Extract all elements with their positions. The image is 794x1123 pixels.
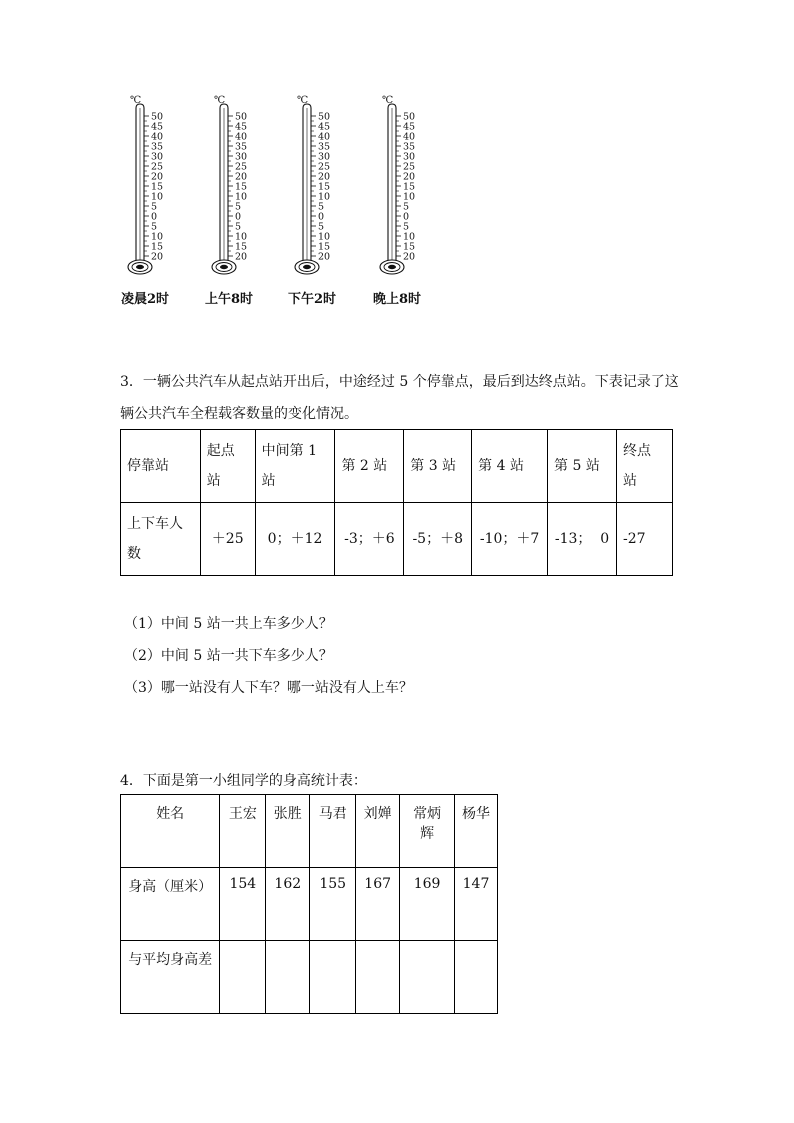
scale-label: 20 bbox=[403, 171, 416, 183]
scale-label: 0 bbox=[235, 211, 242, 223]
scale-label: 5 bbox=[403, 201, 410, 213]
table-cell: 162 bbox=[266, 868, 310, 941]
table-cell: -27 bbox=[617, 503, 673, 576]
thermometer-label: 凌晨2时 bbox=[120, 292, 170, 307]
scale-label: 15 bbox=[151, 181, 164, 193]
thermometer-2 bbox=[194, 92, 284, 310]
scale-label: 15 bbox=[403, 181, 416, 193]
table-cell: 停靠站 bbox=[121, 430, 201, 503]
table-cell: 与平均身高差 bbox=[121, 941, 220, 1014]
cell-text: 上下车人 数 bbox=[127, 516, 183, 562]
scale-label: 10 bbox=[403, 231, 416, 243]
table-cell: 张胜 bbox=[266, 795, 310, 868]
scale-label: 20 bbox=[318, 171, 331, 183]
scale-label: 10 bbox=[235, 231, 248, 243]
table-cell: 第 4 站 bbox=[472, 430, 548, 503]
table-row bbox=[121, 868, 498, 941]
scale-label: 45 bbox=[403, 121, 416, 133]
thermometer-label: 下午2时 bbox=[287, 292, 337, 307]
scale-label: 0 bbox=[403, 211, 410, 223]
table-cell: ＋25 bbox=[200, 503, 255, 576]
scale-label: 5 bbox=[318, 201, 325, 213]
bus-stop-table bbox=[120, 429, 673, 576]
table-cell bbox=[356, 941, 400, 1014]
sub-question-2: （2）中间 5 站一共下车多少人？ bbox=[124, 648, 333, 664]
scale-label: 40 bbox=[403, 131, 416, 143]
thermometer-graphic bbox=[277, 92, 367, 287]
question-3-line-2: 辆公共汽车全程载客数量的变化情况。 bbox=[120, 406, 358, 422]
scale-label: 10 bbox=[318, 191, 331, 203]
scale-label: 0 bbox=[318, 211, 325, 223]
scale-label: 50 bbox=[403, 111, 416, 123]
scale-label: 30 bbox=[403, 151, 416, 163]
scale-label: 5 bbox=[151, 201, 158, 213]
height-stats-table bbox=[120, 794, 498, 1014]
thermometer-graphic bbox=[110, 92, 200, 287]
question-4-title: 4．下面是第一小组同学的身高统计表： bbox=[120, 773, 367, 789]
scale-label: 50 bbox=[151, 111, 164, 123]
scale-label: 5 bbox=[403, 221, 410, 233]
scale-label: 25 bbox=[403, 161, 416, 173]
table-cell bbox=[220, 941, 266, 1014]
thermometer-row bbox=[110, 92, 440, 312]
scale-label: 50 bbox=[318, 111, 331, 123]
scale-label: 15 bbox=[235, 181, 248, 193]
table-cell: 身高（厘米） bbox=[121, 868, 220, 941]
table-cell: 刘婵 bbox=[356, 795, 400, 868]
table-row bbox=[121, 941, 498, 1014]
scale-label: 20 bbox=[151, 251, 164, 263]
scale-label: 35 bbox=[235, 141, 248, 153]
scale-label: 10 bbox=[151, 231, 164, 243]
table-cell bbox=[255, 430, 335, 503]
scale-label: 30 bbox=[151, 151, 164, 163]
table-cell bbox=[454, 941, 497, 1014]
thermometer-1 bbox=[110, 92, 200, 310]
table-cell: 姓名 bbox=[121, 795, 220, 868]
scale-label: 40 bbox=[235, 131, 248, 143]
table-cell: 王宏 bbox=[220, 795, 266, 868]
unit-label: ℃ bbox=[382, 95, 394, 106]
unit-label: ℃ bbox=[130, 95, 142, 106]
scale-label: 20 bbox=[403, 251, 416, 263]
scale-label: 5 bbox=[235, 201, 242, 213]
scale-label: 10 bbox=[318, 231, 331, 243]
table-cell: 第 3 站 bbox=[404, 430, 472, 503]
table-cell: 马君 bbox=[310, 795, 356, 868]
table-cell: 147 bbox=[454, 868, 497, 941]
thermometer-graphic bbox=[362, 92, 452, 287]
table-cell: -3；＋6 bbox=[335, 503, 404, 576]
unit-label: ℃ bbox=[214, 95, 226, 106]
scale-label: 10 bbox=[235, 191, 248, 203]
table-cell: -13； 0 bbox=[548, 503, 617, 576]
cell-text: 终点 站 bbox=[623, 443, 652, 489]
table-cell bbox=[200, 430, 255, 503]
cell-text: 起点 站 bbox=[206, 443, 235, 489]
question-3-line-1: 3．一辆公共汽车从起点站开出后，中途经过 5 个停靠点，最后到达终点站。下表记录了这 bbox=[120, 374, 679, 390]
scale-label: 15 bbox=[318, 241, 331, 253]
thermometer-label: 上午8时 bbox=[204, 292, 254, 307]
table-cell: 167 bbox=[356, 868, 400, 941]
scale-label: 10 bbox=[403, 191, 416, 203]
scale-label: 45 bbox=[151, 121, 164, 133]
thermometer-bulb-core bbox=[303, 265, 311, 269]
scale-label: 0 bbox=[151, 211, 158, 223]
thermometer-4 bbox=[362, 92, 452, 310]
scale-label: 35 bbox=[151, 141, 164, 153]
scale-label: 45 bbox=[318, 121, 331, 133]
scale-label: 5 bbox=[235, 221, 242, 233]
table-cell bbox=[121, 503, 201, 576]
cell-text: 中间第 1 站 bbox=[261, 443, 317, 489]
scale-label: 35 bbox=[318, 141, 331, 153]
scale-label: 15 bbox=[235, 241, 248, 253]
scale-label: 45 bbox=[235, 121, 248, 133]
scale-label: 20 bbox=[235, 171, 248, 183]
thermometer-label: 晚上8时 bbox=[372, 292, 422, 307]
table-row bbox=[121, 503, 673, 576]
thermometer-graphic bbox=[194, 92, 284, 287]
scale-label: 5 bbox=[318, 221, 325, 233]
scale-label: 40 bbox=[318, 131, 331, 143]
scale-label: 10 bbox=[151, 191, 164, 203]
scale-label: 20 bbox=[318, 251, 331, 263]
scale-label: 25 bbox=[151, 161, 164, 173]
scale-label: 30 bbox=[235, 151, 248, 163]
table-header-row bbox=[121, 430, 673, 503]
scale-label: 20 bbox=[151, 171, 164, 183]
thermometer-bulb-core bbox=[220, 265, 228, 269]
scale-label: 25 bbox=[318, 161, 331, 173]
table-cell: 155 bbox=[310, 868, 356, 941]
scale-label: 40 bbox=[151, 131, 164, 143]
thermometer-bulb-core bbox=[388, 265, 396, 269]
scale-label: 15 bbox=[403, 241, 416, 253]
scale-label: 20 bbox=[235, 251, 248, 263]
table-cell bbox=[266, 941, 310, 1014]
table-cell: 第 5 站 bbox=[548, 430, 617, 503]
scale-label: 25 bbox=[235, 161, 248, 173]
sub-question-1: （1）中间 5 站一共上车多少人？ bbox=[124, 616, 333, 632]
table-cell: 第 2 站 bbox=[335, 430, 404, 503]
scale-label: 35 bbox=[403, 141, 416, 153]
sub-question-3: （3）哪一站没有人下车？哪一站没有人上车？ bbox=[124, 680, 413, 696]
table-header-row bbox=[121, 795, 498, 868]
thermometer-bulb-core bbox=[136, 265, 144, 269]
table-cell bbox=[617, 430, 673, 503]
table-cell: 杨华 bbox=[454, 795, 497, 868]
scale-label: 30 bbox=[318, 151, 331, 163]
table-cell: 常炳辉 bbox=[400, 795, 455, 868]
table-cell: -10；＋7 bbox=[472, 503, 548, 576]
table-cell bbox=[400, 941, 455, 1014]
table-cell: 154 bbox=[220, 868, 266, 941]
scale-label: 15 bbox=[151, 241, 164, 253]
table-cell bbox=[310, 941, 356, 1014]
table-cell: 169 bbox=[400, 868, 455, 941]
scale-label: 50 bbox=[235, 111, 248, 123]
unit-label: ℃ bbox=[297, 95, 309, 106]
thermometer-3 bbox=[277, 92, 367, 310]
scale-label: 5 bbox=[151, 221, 158, 233]
table-cell: 0；＋12 bbox=[255, 503, 335, 576]
table-cell: -5；＋8 bbox=[404, 503, 472, 576]
scale-label: 15 bbox=[318, 181, 331, 193]
